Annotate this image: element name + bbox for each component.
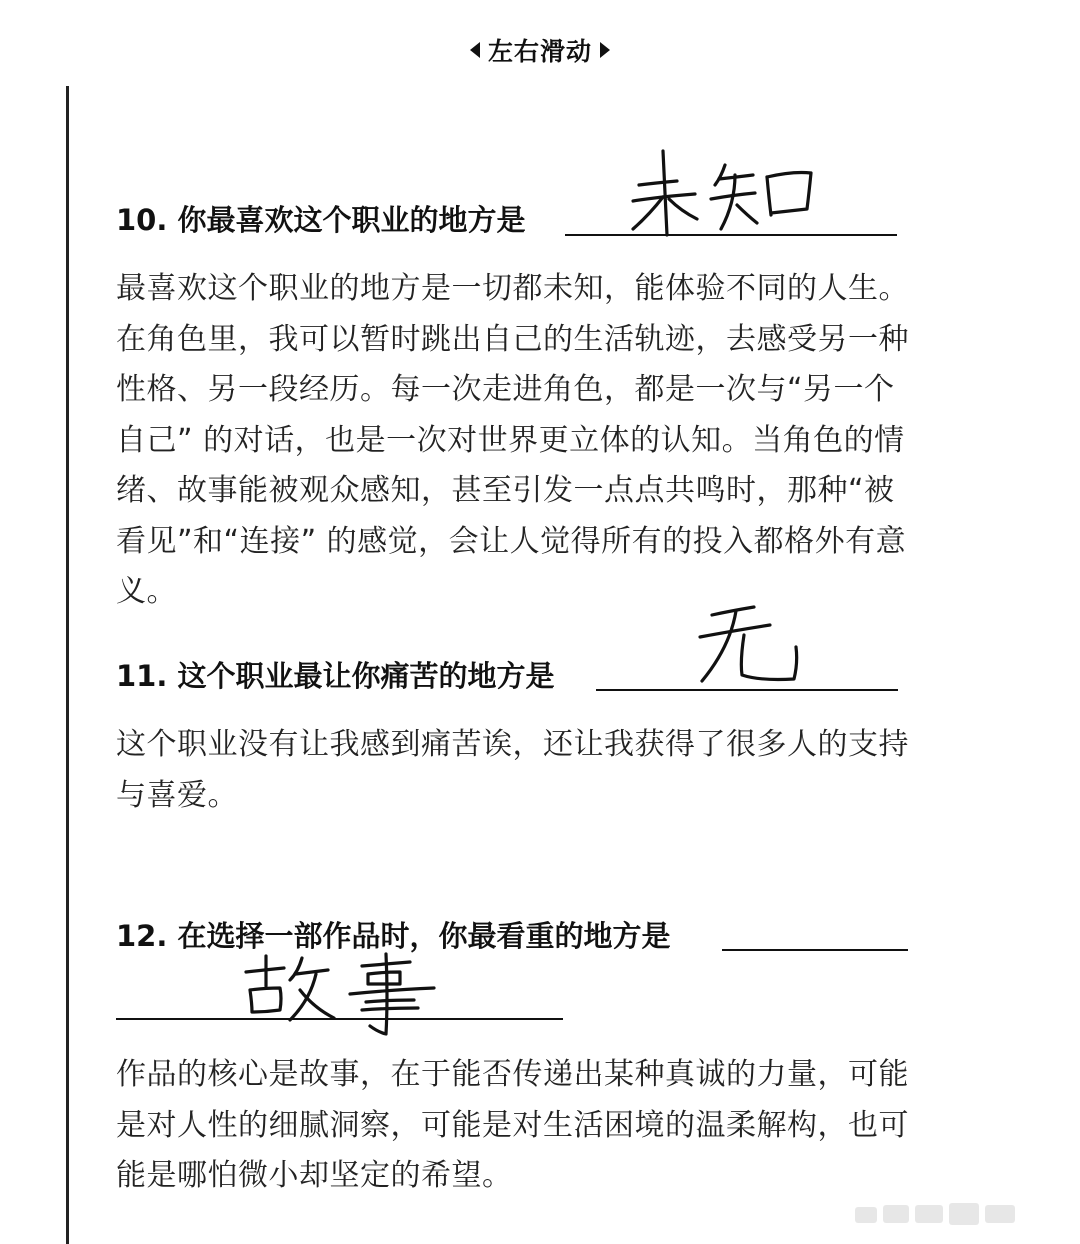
question-12-title: 12. 在选择一部作品时，你最看重的地方是 bbox=[116, 919, 671, 953]
question-12-blank bbox=[722, 949, 908, 951]
handwritten-answer-12 bbox=[238, 950, 453, 1040]
question-12-answer: 作品的核心是故事，在于能否传递出某种真诚的力量，可能是对人性的细腻洞察，可能是对生活困境的温柔解构，也可能是哪怕微小却坚定的希望。 bbox=[116, 1057, 909, 1193]
question-11-answer: 这个职业没有让我感到痛苦诶，还让我获得了很多人的支持与喜爱。 bbox=[116, 727, 909, 813]
swipe-hint[interactable] bbox=[0, 28, 1080, 72]
question-10-answer: 最喜欢这个职业的地方是一切都未知，能体验不同的人生。在角色里，我可以暂时跳出自己的生活轨迹，去感受另一种性格、另一段经历。每一次走进角色，都是一次与“另一个自己” 的对话，也是一次对世界更立体的认知。当角色的情绪、故事能被观众感知，甚至引发一点点共鸣时，那种“被看见”和“连接” 的感觉，会让人觉得所有的投入都格外有意义。 bbox=[116, 271, 909, 609]
watermark bbox=[855, 1195, 1020, 1235]
swipe-hint-label: 左右滑动 bbox=[487, 37, 592, 66]
triangle-left-icon[interactable] bbox=[470, 42, 480, 58]
question-10-title: 10. 你最喜欢这个职业的地方是 bbox=[116, 203, 526, 237]
question-11-title: 11. 这个职业最让你痛苦的地方是 bbox=[116, 659, 555, 693]
margin-rule bbox=[66, 86, 69, 1244]
handwritten-answer-11 bbox=[690, 595, 820, 690]
triangle-right-icon[interactable] bbox=[600, 42, 610, 58]
handwritten-answer-10 bbox=[625, 145, 825, 240]
